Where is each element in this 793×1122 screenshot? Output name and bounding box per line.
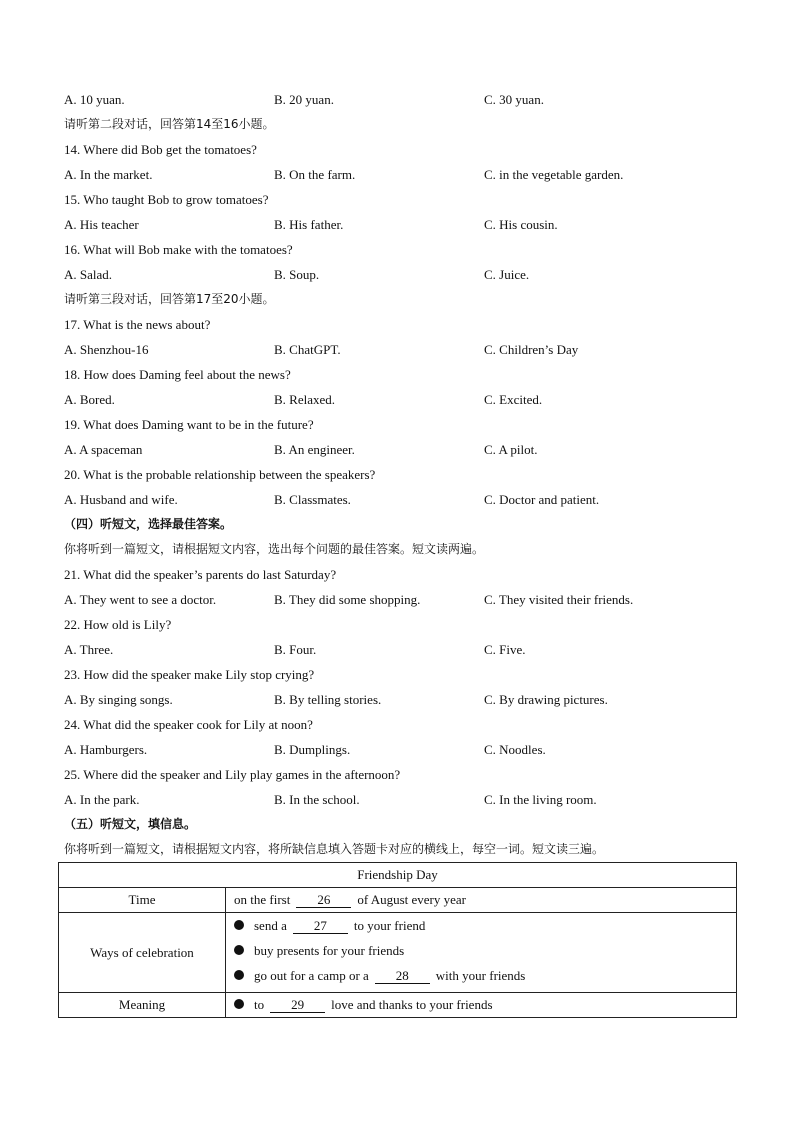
option-c: C. A pilot.	[484, 442, 538, 457]
option-a: A. Hamburgers.	[64, 742, 148, 757]
section-2-intro: 请听第二段对话，回答第14至16小题。	[64, 117, 275, 131]
way-2: buy presents for your friends	[254, 943, 405, 958]
time-label: Time	[59, 888, 226, 913]
part-4-title: （四）听短文，选择最佳答案。	[64, 517, 233, 531]
bullet-icon	[234, 945, 244, 955]
part-4-intro: 你将听到一篇短文，请根据短文内容，选出每个问题的最佳答案。短文读两遍。	[64, 542, 485, 556]
table-caption: Friendship Day	[59, 863, 737, 888]
option-a: A. Bored.	[64, 392, 115, 407]
option-c: C. Excited.	[484, 392, 543, 407]
way-3-post: with your friends	[435, 968, 526, 983]
meaning-pre: to	[254, 997, 265, 1012]
blank-29[interactable]: 29	[270, 997, 325, 1013]
option-c: C. By drawing pictures.	[484, 692, 608, 707]
option-b: B. 20 yuan.	[274, 92, 334, 107]
option-b: B. Soup.	[274, 267, 320, 282]
option-c: C. Juice.	[484, 267, 530, 282]
option-c: C. Doctor and patient.	[484, 492, 600, 507]
option-b: B. Dumplings.	[274, 742, 351, 757]
question-22: 22. How old is Lily?	[64, 617, 172, 632]
option-c: C. They visited their friends.	[484, 592, 634, 607]
ways-cell	[226, 913, 737, 993]
question-18: 18. How does Daming feel about the news?	[64, 367, 291, 382]
question-25: 25. Where did the speaker and Lily play games in the afternoon?	[64, 767, 401, 782]
option-a: A. 10 yuan.	[64, 92, 125, 107]
option-row	[64, 490, 744, 515]
option-b: B. Classmates.	[274, 492, 351, 507]
option-c: C. 30 yuan.	[484, 92, 544, 107]
option-row	[64, 165, 744, 190]
way-item	[234, 940, 736, 965]
bullet-icon	[234, 920, 244, 930]
friendship-day-table	[58, 862, 737, 1018]
question-14: 14. Where did Bob get the tomatoes?	[64, 142, 257, 157]
question-23: 23. How did the speaker make Lily stop crying?	[64, 667, 315, 682]
option-b: B. His father.	[274, 217, 344, 232]
option-b: B. Relaxed.	[274, 392, 336, 407]
option-a: A. Salad.	[64, 267, 113, 282]
option-a: A. Shenzhou-16	[64, 342, 149, 357]
way-item	[234, 915, 736, 940]
blank-27[interactable]: 27	[293, 918, 348, 934]
ways-label: Ways of celebration	[59, 913, 226, 993]
question-24: 24. What did the speaker cook for Lily at noon?	[64, 717, 313, 732]
option-c: C. His cousin.	[484, 217, 558, 232]
option-a: A. They went to see a doctor.	[64, 592, 217, 607]
way-1-post: to your friend	[353, 918, 426, 933]
option-c: C. Children’s Day	[484, 342, 579, 357]
option-b: B. In the school.	[274, 792, 360, 807]
option-row	[64, 340, 744, 365]
option-row	[64, 440, 744, 465]
way-3-pre: go out for a camp or a	[254, 968, 369, 983]
option-c: C. in the vegetable garden.	[484, 167, 624, 182]
option-c: C. Five.	[484, 642, 526, 657]
meaning-label: Meaning	[59, 993, 226, 1018]
time-pre-text: on the first	[234, 892, 291, 907]
option-row	[64, 390, 744, 415]
option-row	[64, 740, 744, 765]
option-a: A. His teacher	[64, 217, 139, 232]
question-16: 16. What will Bob make with the tomatoes?	[64, 242, 293, 257]
option-row	[64, 590, 744, 615]
question-17: 17. What is the news about?	[64, 317, 211, 332]
option-c: C. In the living room.	[484, 792, 597, 807]
part-5-title: （五）听短文，填信息。	[64, 817, 197, 831]
blank-28[interactable]: 28	[375, 968, 430, 984]
bullet-icon	[234, 970, 244, 980]
question-21: 21. What did the speaker’s parents do last Saturday?	[64, 567, 337, 582]
question-19: 19. What does Daming want to be in the future?	[64, 417, 314, 432]
option-row	[64, 640, 744, 665]
bullet-icon	[234, 999, 244, 1009]
option-b: B. Four.	[274, 642, 317, 657]
option-row	[64, 690, 744, 715]
option-b: B. They did some shopping.	[274, 592, 421, 607]
question-15: 15. Who taught Bob to grow tomatoes?	[64, 192, 269, 207]
meaning-post: love and thanks to your friends	[331, 997, 493, 1012]
option-a: A. Husband and wife.	[64, 492, 178, 507]
option-row	[64, 265, 744, 290]
option-b: B. ChatGPT.	[274, 342, 341, 357]
part-5-intro: 你将听到一篇短文，请根据短文内容，将所缺信息填入答题卡对应的横线上，每空一词。短文读三遍。	[64, 842, 605, 856]
option-a: A. In the park.	[64, 792, 140, 807]
option-b: B. By telling stories.	[274, 692, 382, 707]
time-cell	[226, 888, 737, 913]
meaning-cell	[226, 993, 737, 1018]
option-a: A. Three.	[64, 642, 114, 657]
exam-page	[64, 90, 744, 865]
option-row	[64, 215, 744, 240]
way-item	[234, 965, 736, 990]
option-c: C. Noodles.	[484, 742, 546, 757]
section-3-intro: 请听第三段对话，回答第17至20小题。	[64, 292, 275, 306]
option-row	[64, 90, 744, 115]
option-b: B. An engineer.	[274, 442, 355, 457]
blank-26[interactable]: 26	[296, 892, 351, 908]
option-a: A. By singing songs.	[64, 692, 173, 707]
option-a: A. A spaceman	[64, 442, 143, 457]
time-post-text: of August every year	[357, 892, 466, 907]
question-20: 20. What is the probable relationship between the speakers?	[64, 467, 376, 482]
way-1-pre: send a	[254, 918, 287, 933]
option-row	[64, 790, 744, 815]
option-a: A. In the market.	[64, 167, 153, 182]
option-b: B. On the farm.	[274, 167, 356, 182]
